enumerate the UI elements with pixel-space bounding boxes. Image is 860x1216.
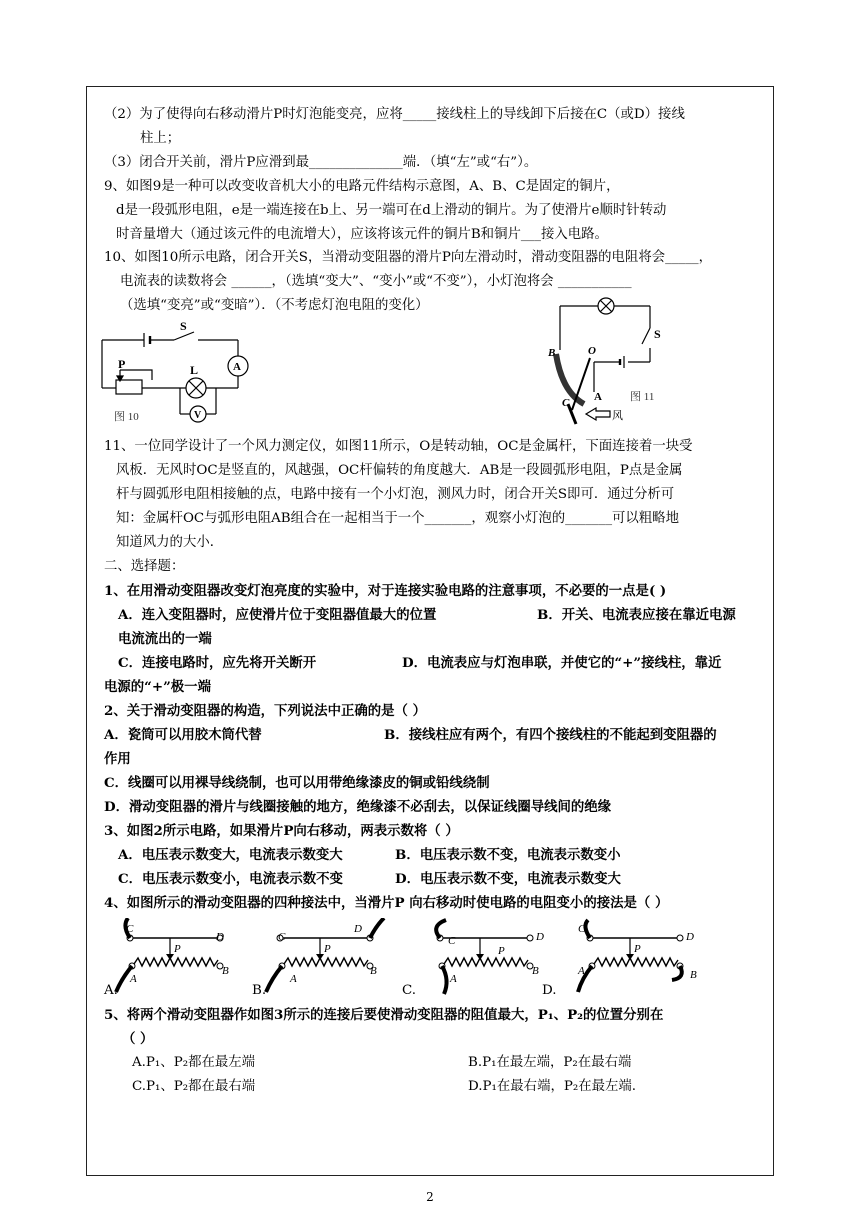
q11-line2: 风板．无风时OC是竖直的，风越强，OC杆偏转的角度越大．AB是一段圆弧形电阻，P点是金属 [116,463,683,478]
mc4-stem: 4、如图所示的滑动变阻器的四种接法中，当滑片P 向右移动时使电路的电阻变小的接法是（ ） [104,895,669,911]
optD-term-B: B [690,969,697,981]
mc2-option-a: A．瓷筒可以用胶木筒代替 [104,727,262,743]
fig11-label-wind: 风 [612,410,623,422]
fig10-label-V: V [194,410,202,421]
optC-term-D: D [536,931,544,943]
mc5-stem: 5、将两个滑动变阻器作如图3所示的连接后要使滑动变阻器的阻值最大，P₁、P₂的位置分别在 [104,1007,664,1023]
optC-term-B: B [532,965,539,977]
mc4-label-c: C. [402,983,417,998]
q9-line3: 时音量增大（通过该元件的电流增大），应该将该元件的铜片B和铜片___接入电路。 [116,227,608,242]
q10-line2: 电流表的读数将会 ______，（选填“变大”、“变小”或“不变”），小灯泡将会 ___________ [120,274,632,289]
q11-line1: 11、一位同学设计了一个风力测定仪，如图11所示，O是转动轴，OC是金属杆，下面连接着一块受 [104,439,693,454]
mc1-option-c: C．连接电路时，应先将开关断开 [118,655,317,671]
mc5-paren: （ ） [122,1031,154,1047]
q9-line1: 9、如图9是一种可以改变收音机大小的电路元件结构示意图，A、B、C是固定的铜片， [104,179,620,194]
q10-line1: 10、如图10所示电路，闭合开关S，当滑动变阻器的滑片P向左滑动时，滑动变阻器的电阻将会_____， [104,250,712,265]
mc4-label-a: A. [104,983,118,998]
optB-term-C: C [278,931,286,943]
q9-line2: d是一段弧形电阻，e是一端连接在b上、另一端可在d上滑动的铜片。为了使滑片e顺时针转动 [116,203,667,218]
mc2-stem: 2、关于滑动变阻器的构造，下列说法中正确的是（ ） [104,703,426,719]
fig10-caption: 图 10 [114,411,139,423]
fig10-label-L: L [190,363,199,377]
mc1-option-d-cont: 电源的“+”极一端 [104,679,211,695]
optC-term-C: C [448,935,456,947]
optD-term-C: C [578,923,586,935]
optD-term-D: D [686,931,694,943]
fig11-label-C: C [562,397,570,409]
q11-line4: 知：金属杆OC与弧形电阻AB组合在一起相当于一个_______，观察小灯泡的_______可以粗略地 [116,511,679,526]
fig11-label-A: A [594,391,602,403]
mc3-option-a: A．电压表示数变大，电流表示数变大 [118,847,343,863]
optA-term-D: D [216,931,224,943]
mc2-option-c: C．线圈可以用裸导线绕制，也可以用带绝缘漆皮的铜或铅线绕制 [104,775,490,791]
mc3-option-c: C．电压表示数变小，电流表示数不变 [118,871,343,887]
mc1-option-d: D．电流表应与灯泡串联，并使它的“+”接线柱，靠近 [402,655,722,671]
fig11-caption: 图 11 [630,391,655,403]
page-number: 2 [426,1190,434,1204]
mc5-option-a: A.P₁、P₂都在最左端 [132,1055,256,1070]
optD-term-P: P [634,943,641,955]
figure-11-wind-meter [532,292,672,432]
optA-term-C: C [126,923,134,935]
mc2-option-b-cont: 作用 [104,751,131,767]
optA-term-P: P [174,943,181,955]
mc5-option-c: C.P₁、P₂都在最右端 [132,1079,256,1094]
mc3-option-d: D．电压表示数不变，电流表示数变大 [395,871,621,887]
optC-term-P: P [498,945,505,957]
mc3-stem: 3、如图2所示电路，如果滑片P向右移动，两表示数将（ ） [104,823,459,839]
fig11-label-O: O [588,345,596,357]
figure-10-circuit [96,318,266,428]
mc5-option-d: D.P₁在最右端，P₂在最左端. [468,1079,637,1094]
mc3-option-b: B．电压表示数不变，电流表示数变小 [395,847,621,863]
q8-part2-line1: （2）为了使得向右移动滑片P时灯泡能变亮，应将_____接线柱上的导线卸下后接在C（或D）接线 [104,107,685,122]
q11-line5: 知道风力的大小． [116,535,224,550]
optB-term-A: A [290,973,297,985]
fig10-label-S: S [180,319,187,333]
fig11-label-B: B [548,347,556,359]
fig10-label-A: A [233,361,241,373]
q10-line3: （选填“变亮”或“变暗”）．（不考虑灯泡电阻的变化） [120,298,429,313]
mc2-option-b: B．接线柱应有两个，有四个接线柱的不能起到变阻器的 [384,727,717,743]
optB-term-B: B [370,965,377,977]
optC-term-A: A [450,973,457,985]
q8-part2-line2: 柱上； [140,131,181,146]
fig10-label-P: P [118,357,126,371]
optD-term-A: A [578,965,585,977]
mc1-option-b: B．开关、电流表应接在靠近电源 [537,607,736,623]
mc1-stem: 1、在用滑动变阻器改变灯泡亮度的实验中，对于连接实验电路的注意事项，不必要的一点是( ) [104,583,667,599]
optA-term-B: B [222,965,229,977]
mc5-option-b: B.P₁在最左端，P₂在最右端 [468,1055,632,1070]
q11-line3: 杆与圆弧形电阻相接触的点，电路中接有一个小灯泡，测风力时，闭合开关S即可．通过分析可 [116,487,675,502]
mc4-label-d: D. [542,983,557,998]
section-heading-choice: 二、选择题： [104,559,185,574]
optA-term-A: A [130,973,137,985]
q8-part3: （3）闭合开关前，滑片P应滑到最______________端．（填“左”或“右”）。 [104,155,538,170]
mc4-label-b: B. [252,983,267,998]
mc1-option-a: A．连入变阻器时，应使滑片位于变阻器值最大的位置 [118,607,437,623]
fig11-label-S: S [654,327,661,341]
optB-term-P: P [324,943,331,955]
mc1-option-b-cont: 电流流出的一端 [118,631,212,647]
optB-term-D: D [354,923,362,935]
mc2-option-d: D．滑动变阻器的滑片与线圈接触的地方，绝缘漆不必刮去，以保证线圈导线间的绝缘 [104,799,612,815]
